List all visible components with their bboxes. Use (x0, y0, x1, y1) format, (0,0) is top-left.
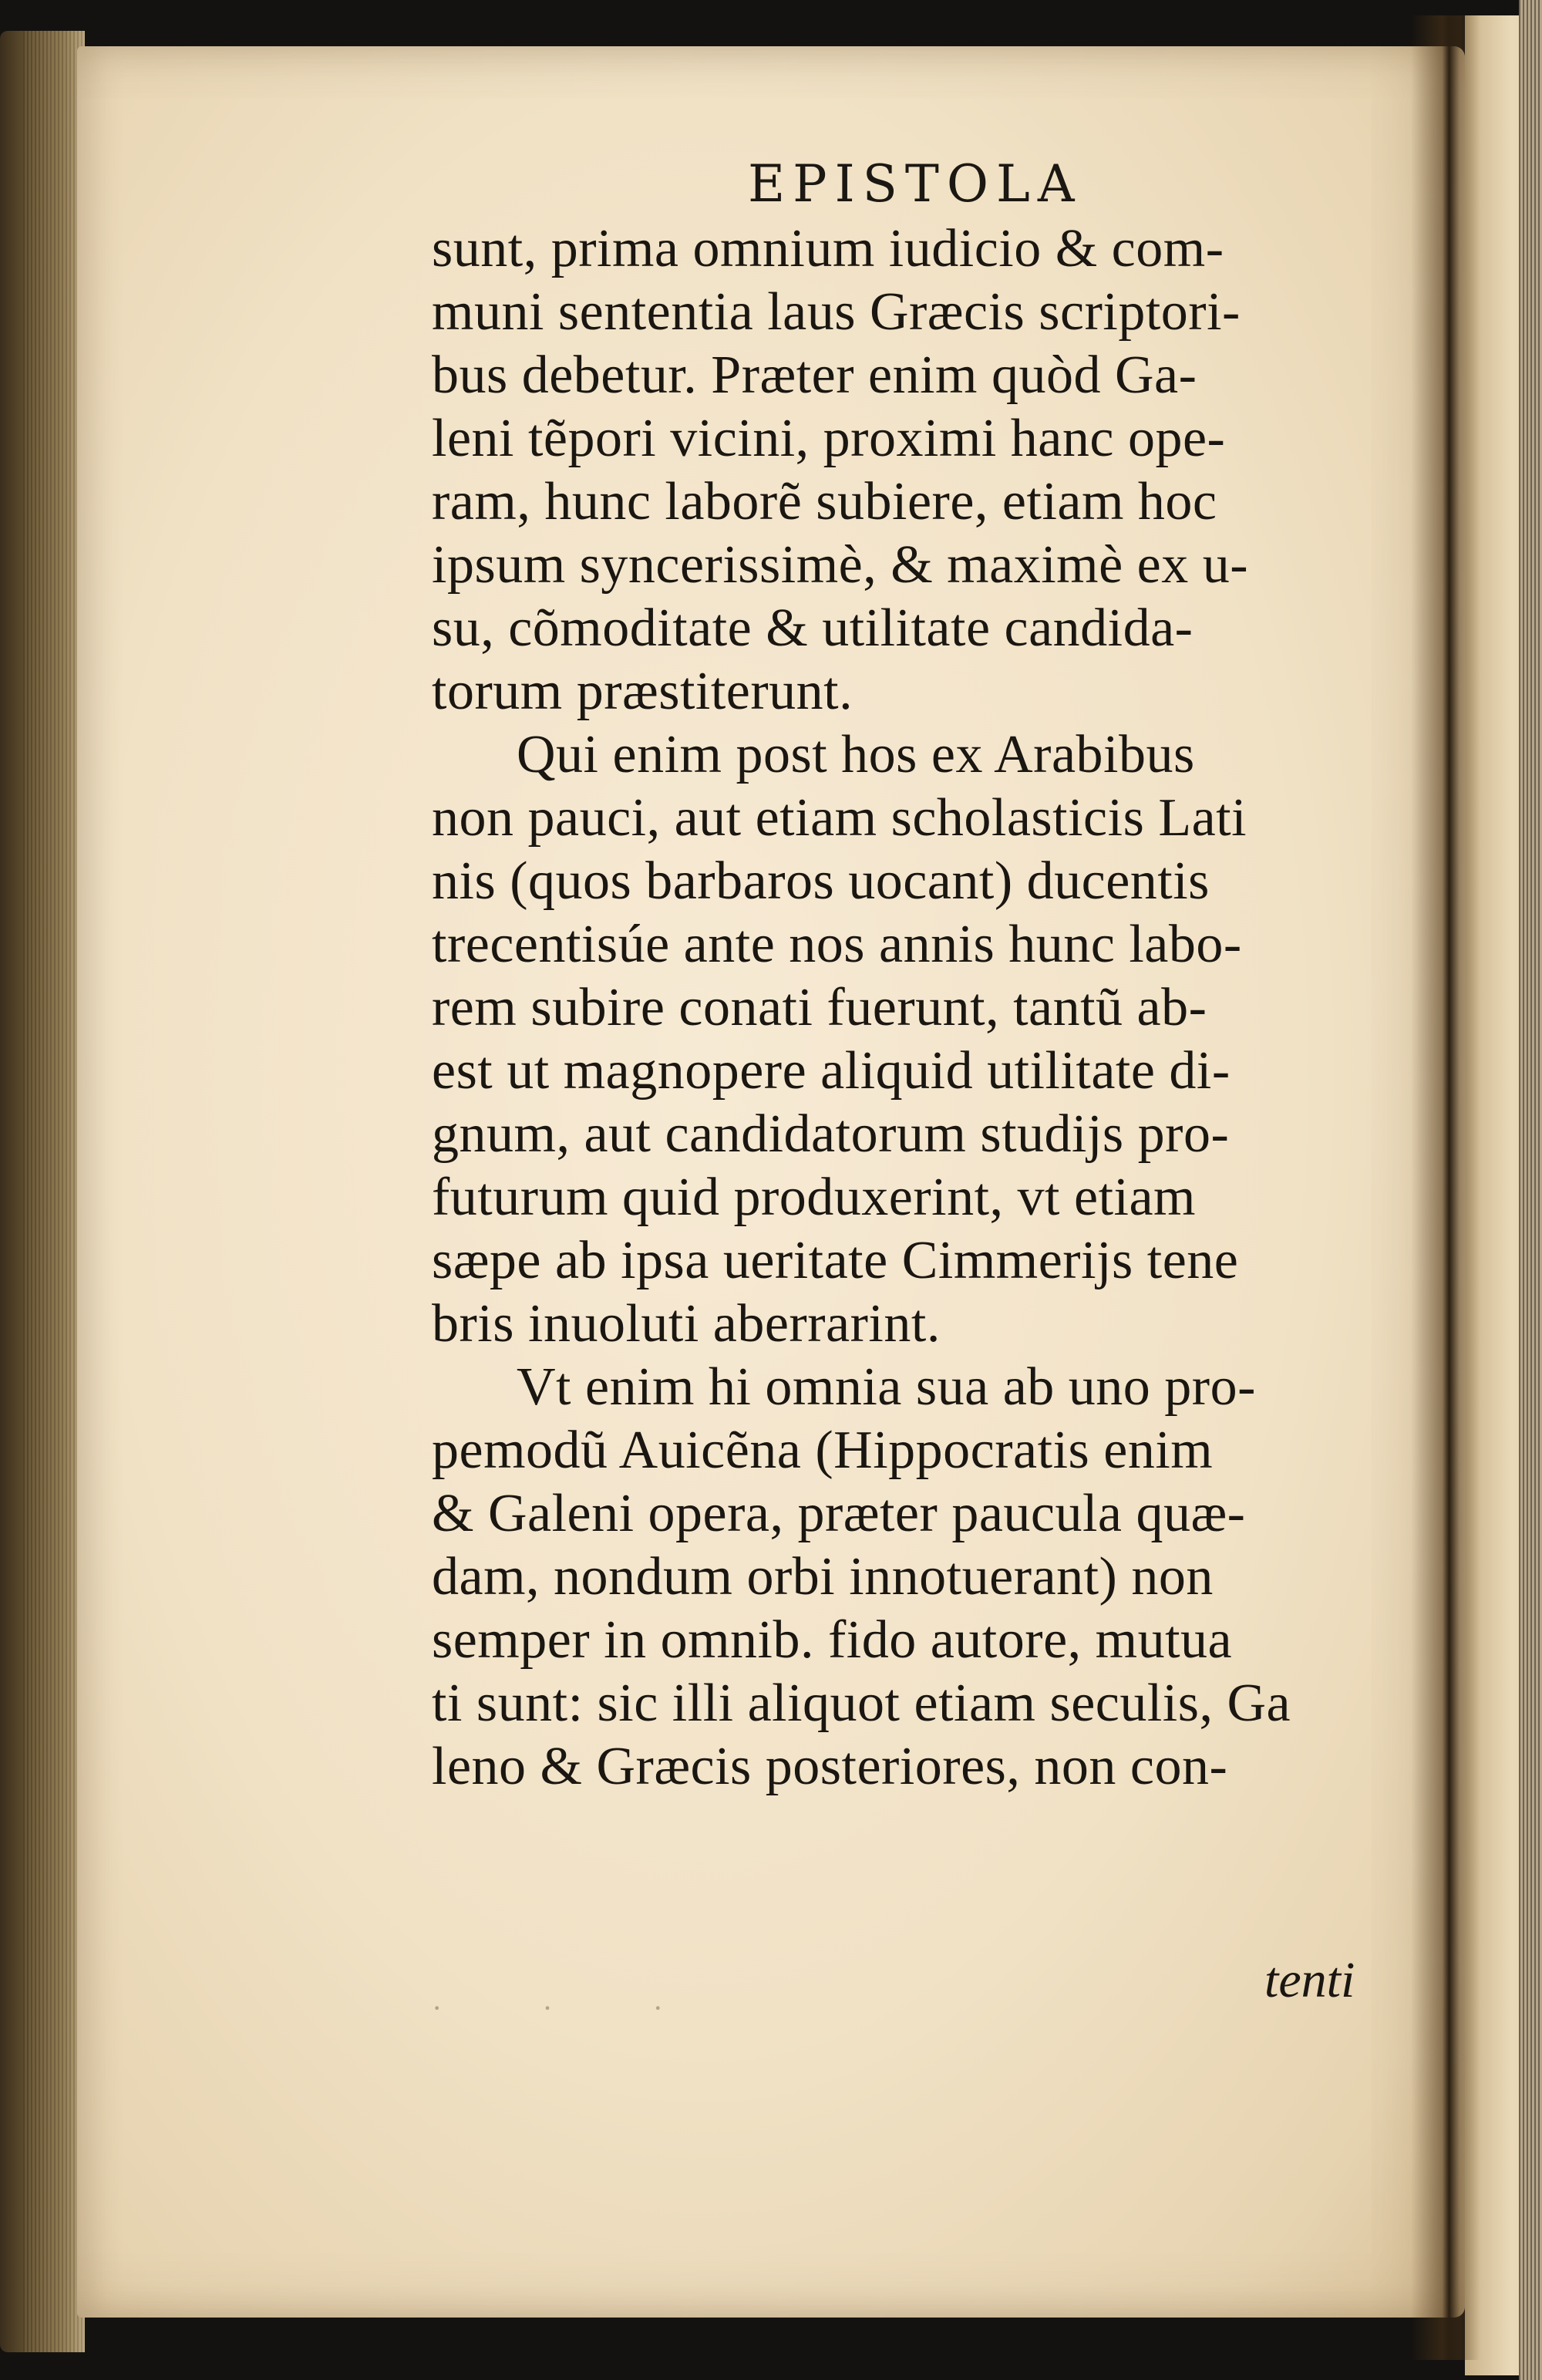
text-line: dam, nondum orbi innotuerant) non (432, 1547, 1214, 1606)
text-line: ipsum syncerissimè, & maximè ex u- (432, 535, 1249, 595)
text-line: leni tẽpori vicini, proximi hanc ope- (432, 409, 1226, 468)
text-line: semper in omnib. fido autore, mutua (432, 1610, 1233, 1670)
text-line: nis (quos barbaros uocant) ducentis (432, 851, 1210, 911)
body-text (432, 217, 1434, 1798)
text-line: gnum, aut candidatorum studijs pro- (432, 1104, 1230, 1164)
paragraph-start-line: Vt enim hi omnia sua ab uno pro- (517, 1357, 1256, 1417)
text-line: rem subire conati fuerunt, tantũ ab- (432, 978, 1207, 1037)
text-line: torum præstiterunt. (432, 662, 853, 721)
show-through-ink: · · · (432, 1991, 709, 2025)
text-line: sæpe ab ipsa ueritate Cimmerijs tene (432, 1231, 1239, 1290)
text-line: est ut magnopere aliquid utilitate di- (432, 1041, 1231, 1101)
text-line: bus debetur. Præter enim quòd Ga- (432, 346, 1197, 405)
text-line: sunt, prima omnium iudicio & com- (432, 219, 1224, 278)
text-line: non pauci, aut etiam scholasticis Lati (432, 788, 1247, 848)
text-line: trecentisúe ante nos annis hunc labo- (432, 915, 1242, 974)
text-line: ti sunt: sic illi aliquot etiam seculis, Ga (432, 1674, 1291, 1733)
page-stack-edge (1519, 0, 1542, 2380)
text-line: su, cõmoditate & utilitate candida- (432, 598, 1194, 658)
text-line: muni sententia laus Græcis scriptori- (432, 282, 1241, 342)
text-line: futurum quid produxerint, vt etiam (432, 1168, 1196, 1227)
running-header: EPISTOLA (748, 154, 1082, 214)
text-line: bris inuoluti aberrarint. (432, 1294, 941, 1353)
paragraph-start-line: Qui enim post hos ex Arabibus (517, 725, 1195, 784)
text-line: ram, hunc laborẽ subiere, etiam hoc (432, 472, 1217, 531)
text-line: leno & Græcis posteriores, non con- (432, 1737, 1228, 1796)
book-fore-edge (0, 31, 85, 2352)
catchword: tenti (1264, 1952, 1355, 2008)
text-line: & Galeni opera, præter paucula quæ- (432, 1484, 1246, 1543)
text-line: pemodũ Auicẽna (Hippocratis enim (432, 1421, 1214, 1480)
